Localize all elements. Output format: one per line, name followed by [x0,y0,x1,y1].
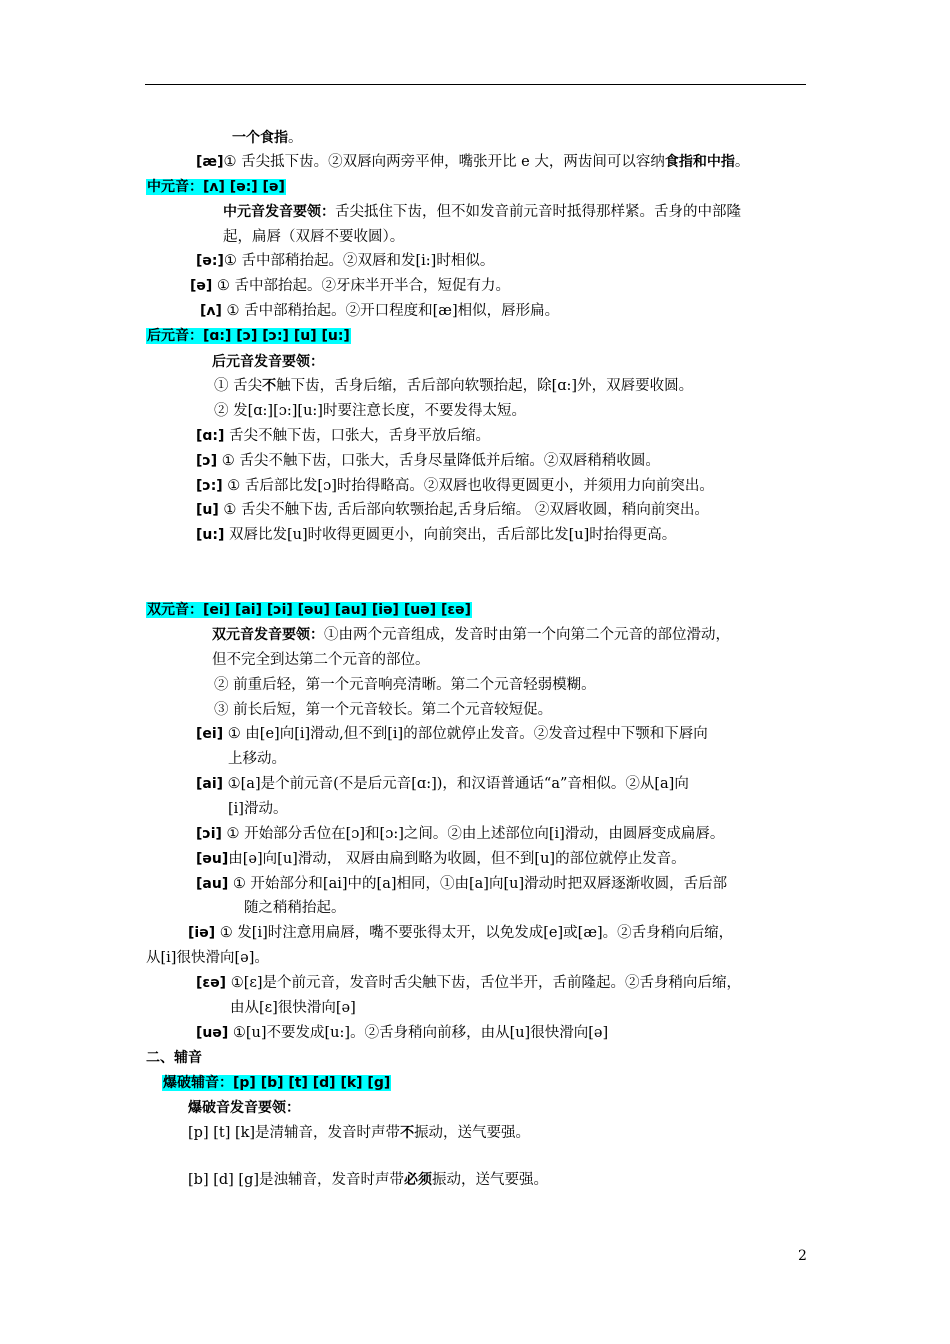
text-line [188,923,733,943]
text-segment: ① 舌中部抬起。②牙床半开半合，短促有力。 [212,278,511,294]
text-segment: [b] [d] [g]是浊辅音，发音时声带 [188,1172,405,1188]
text-line [228,799,287,819]
bold-text: 中元音发音要领： [223,204,335,220]
bold-text: [æ] [196,154,224,170]
text-line [196,251,494,271]
bold-text: [ɑ:] [196,428,225,444]
text-line [196,451,660,471]
section-heading: 后元音：[ɑ:] [ɔ] [ɔ:] [u] [u:] [147,328,350,344]
text-segment: 从[i]很快滑向[ə]。 [146,950,269,966]
bold-text: [u] [196,502,219,518]
text-line [196,1023,608,1043]
text-line [232,128,303,148]
text-line [196,500,709,520]
text-segment: ① 舌尖抵下齿。②双唇向两旁平伸，嘴张开比 e 大，两齿间可以容纳 [223,154,665,170]
bold-text: [əu] [196,851,229,867]
bold-text: [ʌ] [200,303,222,319]
text-segment: 起，扁唇（双唇不要收圆）。 [223,229,405,245]
bold-text: [ɛə] [196,975,227,991]
bold-text: [au] [196,876,229,892]
text-line [228,749,286,769]
text-line [196,824,724,844]
bold-text: [ei] [196,726,224,742]
bold-text: 必须 [404,1172,433,1188]
bold-text: 爆破音发音要领： [188,1100,300,1116]
text-segment: ① 舌中部稍抬起。②开口程度和[æ]相似，唇形扁。 [221,303,560,319]
text-segment: ② 发[ɑ:][ɔ:][u:]时要注意长度，不要发得太短。 [214,403,526,419]
header-rule [145,84,806,85]
bold-text: [ɔ:] [196,478,223,494]
text-segment: 舌尖不触下齿，口张大，舌身平放后缩。 [224,428,491,444]
text-segment: ① 舌尖 [214,378,263,394]
text-line [223,227,404,247]
bold-text: [ai] [196,776,224,792]
text-line [146,177,286,197]
text-line [188,1098,300,1118]
text-line [214,700,552,720]
text-segment: ① 舌中部稍抬起。②双唇和发[i:]时相似。 [223,253,495,269]
text-line [214,675,596,695]
text-line [146,948,269,968]
bold-text: [ə:] [196,253,224,269]
bold-text: 食指和中指 [664,154,735,170]
text-segment: ① 舌后部比发[ɔ]时抬得略高。②双唇也收得更圆更小，并须用力向前突出。 [222,478,714,494]
text-segment: 振动，送气要强。 [414,1125,531,1141]
text-segment: ①[ɛ]是个前元音，发音时舌尖触下齿，舌位半开，舌前隆起。②舌身稍向后缩， [226,975,742,991]
text-line [223,202,741,222]
text-line [146,1048,202,1068]
text-segment: [i]滑动。 [228,801,288,817]
text-line [146,326,351,346]
text-line [214,376,693,396]
text-segment: 由从[ɛ]很快滑向[ə] [230,1000,356,1016]
text-segment: 触下齿，舌身后缩，舌后部向软颚抬起，除[ɑ:]外，双唇要收圆。 [276,378,694,394]
text-segment: ① 由[e]向[i]滑动,但不到[i]的部位就停止发音。②发音过程中下颚和下唇向 [223,726,708,742]
text-line [230,998,356,1018]
text-segment: 。 [734,154,750,170]
text-line [190,276,510,296]
text-line [212,352,324,372]
text-segment: 上移动。 [228,751,286,767]
section-heading: 爆破辅音：[p] [b] [t] [d] [k] [g] [163,1075,391,1091]
text-segment: ③ 前长后短，第一个元音较长。第二个元音较短促。 [214,702,553,718]
text-line [212,625,730,645]
text-segment: 随之稍稍抬起。 [244,900,346,916]
text-line [196,426,490,446]
bold-text: [ɔi] [196,826,222,842]
text-line [188,1123,530,1143]
text-line [146,600,472,620]
text-segment: 。 [288,130,303,146]
text-line [196,874,727,894]
text-segment: ① 开始部分舌位在[ɔ]和[ɔ:]之间。②由上述部位向[i]滑动，由圆唇变成扁唇。 [221,826,725,842]
text-line [244,898,346,918]
text-segment: 但不完全到达第二个元音的部位。 [212,652,430,668]
text-line [214,401,526,421]
text-segment: ① 开始部分和[ai]中的[a]相同，①由[a]向[u]滑动时把双唇逐渐收圆，舌后部 [228,876,728,892]
bold-text: 双元音发音要领： [212,627,324,643]
text-segment: [p] [t] [k]是清辅音，发音时声带 [188,1125,401,1141]
text-segment: ① 舌尖不触下齿，口张大，舌身尽量降低并后缩。②双唇稍稍收圆。 [217,453,660,469]
text-line [212,650,430,670]
text-line [196,774,689,794]
text-line [196,973,741,993]
text-segment: 振动，送气要强。 [432,1172,549,1188]
bold-text: 二、辅音 [146,1050,202,1066]
text-segment: ② 前重后轻，第一个元音响亮清晰。第二个元音轻弱模糊。 [214,677,596,693]
text-segment: ① 舌尖不触下齿, 舌后部向软颚抬起,舌身后缩。 ②双唇收圆，稍向前突出。 [218,502,709,518]
text-segment: ①由两个元音组成，发音时由第一个向第二个元音的部位滑动， [324,627,730,643]
text-segment: 双唇比发[u]时收得更圆更小，向前突出，舌后部比发[u]时抬得更高。 [224,527,677,543]
text-line [196,152,749,172]
bold-text: 一个食指 [232,130,288,146]
bold-text: 不 [400,1125,415,1141]
text-segment: 由[ə]向[u]滑动， 双唇由扁到略为收圆，但不到[u]的部位就停止发音。 [228,851,686,867]
text-segment: ① 发[i]时注意用扁唇，嘴不要张得太开，以免发成[e]或[æ]。②舌身稍向后缩， [215,925,734,941]
text-line [196,849,686,869]
bold-text: [ə] [190,278,213,294]
bold-text: [u:] [196,527,225,543]
bold-text: [uə] [196,1025,229,1041]
text-line [200,301,559,321]
page-number: 2 [798,1248,807,1264]
bold-text: [iə] [188,925,216,941]
bold-text: 后元音发音要领： [212,354,324,370]
text-line [162,1073,391,1093]
bold-text: [ɔ] [196,453,218,469]
text-segment: 舌尖抵住下齿，但不如发音前元音时抵得那样紧。舌身的中部隆 [335,204,741,220]
text-segment: ①[u]不要发成[u:]。②舌身稍向前移，由从[u]很快滑向[ə] [228,1025,609,1041]
section-heading: 中元音：[ʌ] [ə:] [ə] [147,179,285,195]
text-line [196,525,676,545]
text-line [188,1170,548,1190]
text-line [196,476,714,496]
text-segment: ①[a]是个前元音(不是后元音[ɑ:])，和汉语普通话“a”音相似。②从[a]向 [223,776,689,792]
bold-text: 不 [262,378,277,394]
text-line [196,724,708,744]
section-heading: 双元音：[ei] [ai] [ɔi] [əu] [au] [iə] [uə] [ɛə] [147,602,472,618]
